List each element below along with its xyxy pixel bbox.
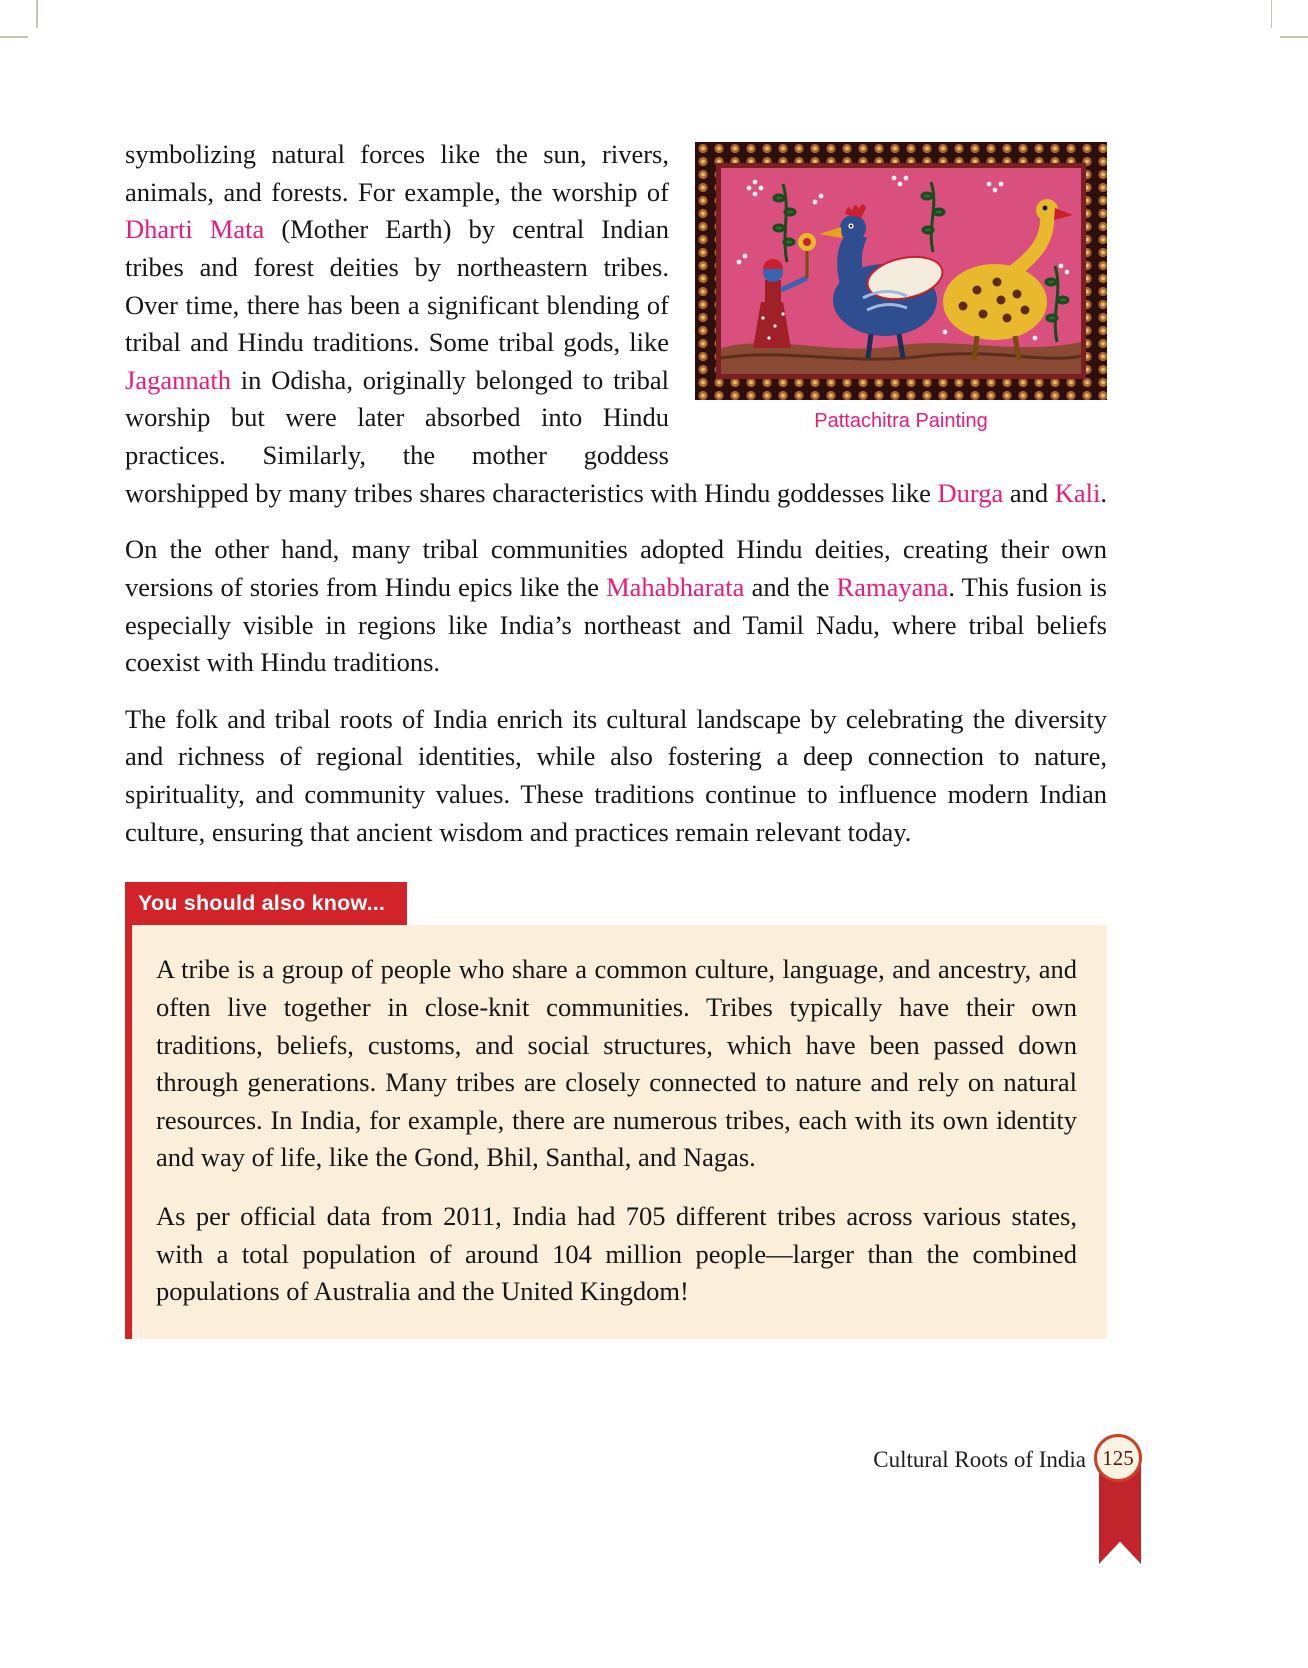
crop-mark (1271, 0, 1273, 28)
footer-book-title: Cultural Roots of India (873, 1447, 1086, 1472)
highlighted-term: Dharti Mata (125, 214, 265, 245)
pattachitra-figure (695, 142, 1107, 433)
text-segment: The folk and tribal roots of India enrich its cultural landscape by celebrating the diversity and richness of regional identities, while also fostering a deep connection to nature, spirituality, and community values. These traditions continue to influence modern Indian culture, ensuring that ancient wisdom and practices remain relevant today. (125, 703, 1107, 847)
highlighted-term: Ramayana (836, 571, 949, 602)
body-paragraph-3 (125, 701, 1107, 852)
know-box (125, 925, 1107, 1339)
page-number-badge: 125 (1094, 1434, 1142, 1482)
figure-caption: Pattachitra Painting (814, 410, 988, 432)
pattachitra-painting-image (695, 142, 1107, 400)
text-segment: and the (744, 571, 837, 602)
crop-mark (0, 36, 28, 38)
highlighted-term: Durga (937, 477, 1004, 508)
text-segment: (Mother Earth) by central Indian tribes and forest deities by northeastern tribes. Over time, there has been a significant blending of tribal and Hindu traditions. Some tribal gods, like (125, 214, 669, 358)
text-segment: . This fusion is especially visible in regions like India’s northeast and Tamil Nadu, where tribal beliefs coexist with Hindu traditions. (125, 571, 1107, 678)
highlighted-term: Kali (1054, 477, 1101, 508)
know-box-banner: You should also know... (125, 882, 407, 925)
text-segment: . (1100, 477, 1107, 508)
text-segment: On the other hand, many tribal communities adopted Hindu deities, creating their own versions of stories from Hindu epics like the (125, 534, 1107, 602)
highlighted-term: Mahabharata (606, 571, 745, 602)
highlighted-term: Jagannath (125, 364, 231, 395)
text-segment: symbolizing natural forces like the sun, rivers, animals, and forests. For example, the worship of (125, 139, 669, 207)
text-segment: and (1003, 477, 1055, 508)
page-content (125, 136, 1107, 1339)
know-box-paragraph-1: A tribe is a group of people who share a common culture, language, and ancestry, and often live together in close-knit communities. Tribes typically have their own traditions, beliefs, customs, and social structures, which have been passed down through generations. Many tribes are closely connected to nature and rely on natural resources. In India, for example, there are numerous tribes, each with its own identity and way of life, like the Gond, Bhil, Santhal, and Nagas. (156, 954, 1077, 1173)
body-paragraph-2 (125, 531, 1107, 682)
crop-mark (1280, 36, 1308, 38)
crop-mark (36, 0, 38, 28)
know-box-paragraph-2: As per official data from 2011, India had 705 different tribes across various states, with a total population of around 104 million people—larger than the combined populations of Australia and the United Kingdom! (156, 1201, 1077, 1307)
text-segment: in Odisha, originally belonged to tribal worship but were later absorbed into Hindu practices. Similarly, the mother goddess worshipped by many tribes shares characteristics with Hindu goddesses like (125, 364, 938, 508)
